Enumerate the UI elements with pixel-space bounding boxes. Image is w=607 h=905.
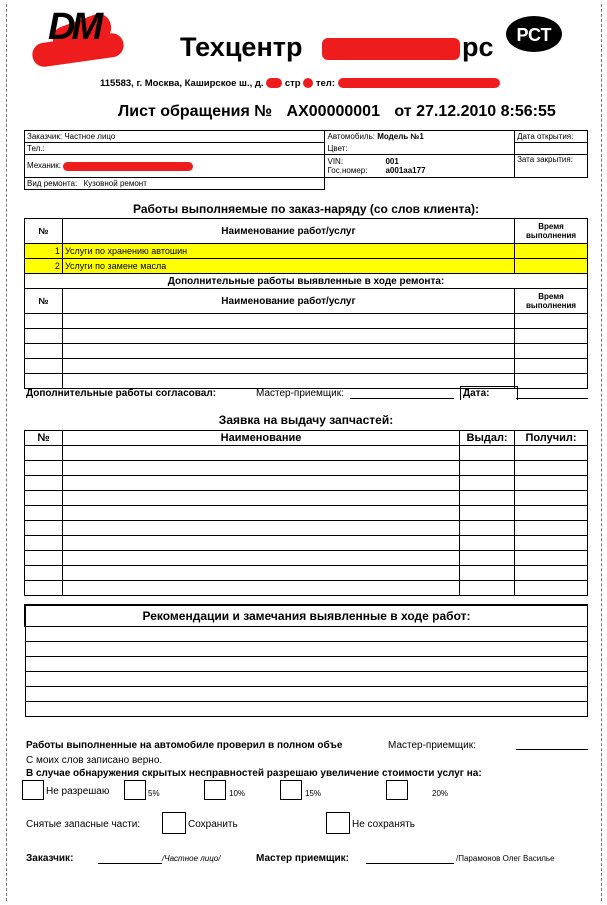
work-num: 1 — [25, 244, 63, 259]
extra-works-title: Дополнительные работы выявленные в ходе ремонта: — [25, 274, 588, 289]
work-name: Услуги по хранению автошин — [62, 244, 514, 259]
opt-20-label: 20% — [432, 789, 449, 798]
table-row — [25, 359, 588, 374]
checkbox-15[interactable] — [280, 780, 302, 800]
opt-15-label: 15% — [305, 789, 322, 798]
table-row — [25, 314, 588, 329]
company-name-suffix: рс — [462, 32, 494, 62]
customer-sign-name: /Частное лицо/ — [162, 854, 221, 863]
parts-col-issued: Выдал: — [460, 431, 515, 446]
list-item — [25, 657, 588, 672]
verified-text: С моих слов записано верно. — [26, 755, 163, 766]
repair-type-value: Кузовной ремонт — [83, 179, 147, 188]
checkbox-keep[interactable] — [162, 812, 186, 834]
close-date-cell — [515, 155, 588, 178]
empty-cell — [515, 178, 588, 190]
table-row — [25, 461, 588, 476]
footer-master-line — [516, 749, 588, 750]
color-cell — [325, 143, 515, 155]
master-sign-name: /Парамонов Олег Василье — [456, 854, 555, 863]
table-row — [25, 329, 588, 344]
opt-5-label: 5% — [148, 789, 160, 798]
table-row — [25, 259, 588, 274]
parts-col-name: Наименование — [62, 431, 459, 446]
document-date: от 27.12.2010 8:56:55 — [394, 103, 556, 120]
plate-label: Гос.номер: — [327, 166, 368, 175]
vin-label: VIN: — [327, 157, 344, 166]
redacted-building — [303, 78, 313, 88]
parts-table — [24, 430, 588, 596]
work-name: Услуги по замене масла — [62, 259, 514, 274]
redacted-house — [266, 78, 282, 88]
list-item — [25, 702, 588, 717]
logo-text: DM — [48, 6, 100, 48]
table-row — [25, 491, 588, 506]
agreed-master-label: Мастер-приемщик: — [256, 388, 344, 399]
address-part1: 115583, г. Москва, Каширское ш., д. — [100, 78, 264, 89]
table-row — [25, 521, 588, 536]
recommendations-title: Рекомендации и замечания выявленные в ходе работ: — [25, 605, 588, 627]
company-name-prefix: Техцентр — [180, 32, 303, 62]
removed-parts-label: Снятые запасные части: — [26, 819, 141, 830]
customer-cell — [25, 131, 325, 143]
open-date-label: Дата открытия: — [517, 132, 574, 141]
master-sign-label: Мастер приемщик: — [256, 853, 349, 864]
vin-plate-cell — [325, 155, 515, 178]
open-date-value — [515, 143, 588, 155]
works-col-num: № — [25, 219, 63, 244]
parts-col-received: Получил: — [515, 431, 588, 446]
car-value: Модель №1 — [377, 132, 424, 142]
agreed-date-line — [516, 398, 588, 399]
checked-text: Работы выполненные на автомобиле проверил в полном объе — [26, 740, 343, 751]
car-label: Автомобиль: — [327, 132, 375, 142]
agreed-master-line — [350, 398, 454, 399]
works-col-name: Наименование работ/услуг — [62, 219, 514, 244]
parts-col-num: № — [25, 431, 63, 446]
redacted-phone — [338, 78, 500, 88]
document-number: АХ00000001 — [286, 103, 380, 120]
info-table — [24, 130, 588, 190]
logo — [18, 6, 128, 76]
customer-value: Частное лицо — [64, 132, 116, 141]
mechanic-label: Механик: — [27, 161, 61, 171]
work-time — [515, 259, 588, 274]
extra-col-num: № — [25, 289, 63, 314]
no-keep-label: Не сохранять — [352, 819, 415, 830]
hidden-defects-text: В случае обнаружения скрытых несправностей разрешаю увеличение стоимости услуг на: — [26, 768, 482, 779]
work-num: 2 — [25, 259, 63, 274]
document-title-label: Лист обращения № — [118, 103, 273, 120]
address-line — [100, 78, 500, 89]
checkbox-no-keep[interactable] — [326, 812, 350, 834]
plate-value: а001аа177 — [385, 166, 426, 175]
checkbox-5[interactable] — [124, 780, 146, 800]
agreed-label: Дополнительные работы согласовал: — [26, 388, 217, 399]
works-table — [24, 218, 588, 389]
address-part3: тел: — [315, 78, 336, 89]
opt-10-label: 10% — [229, 789, 246, 798]
cert-mark-text: РСТ — [516, 25, 552, 45]
phone-cell — [25, 143, 325, 155]
opt-deny-label: Не разрешаю — [46, 786, 110, 797]
address-part2: стр — [284, 78, 301, 89]
repair-type-cell — [25, 178, 325, 190]
checkbox-10[interactable] — [204, 780, 226, 800]
close-date-label: Зата закрытия: — [517, 155, 573, 164]
vin-value: 001 — [385, 157, 399, 166]
works-col-time: Время выполнения — [515, 219, 588, 244]
keep-label: Сохранить — [188, 819, 238, 830]
document-title — [118, 103, 556, 121]
list-item — [25, 672, 588, 687]
table-row — [25, 536, 588, 551]
table-row — [25, 581, 588, 596]
table-row — [25, 446, 588, 461]
customer-sign-label: Заказчик: — [26, 853, 74, 864]
parts-section-title: Заявка на выдачу запчастей: — [218, 413, 394, 427]
table-row — [25, 344, 588, 359]
customer-sign-line — [98, 863, 162, 864]
checkbox-20[interactable] — [386, 780, 408, 800]
list-item — [25, 687, 588, 702]
table-row — [25, 566, 588, 581]
extra-col-time: Время выполнения — [515, 289, 588, 314]
table-row — [25, 476, 588, 491]
phone-label: Тел.: — [27, 144, 45, 153]
repair-type-label: Вид ремонта: — [27, 179, 78, 188]
checkbox-deny[interactable] — [22, 780, 44, 800]
table-row — [25, 244, 588, 259]
recommendations-table — [24, 604, 588, 717]
open-date-cell — [515, 131, 588, 143]
list-item — [25, 627, 588, 642]
work-time — [515, 244, 588, 259]
customer-label: Заказчик: — [27, 132, 63, 141]
car-cell — [325, 131, 515, 143]
agreed-date-label: Дата: — [463, 388, 490, 399]
master-sign-line — [366, 863, 454, 864]
mechanic-cell — [25, 155, 325, 178]
footer-master-label: Мастер-приемщик: — [388, 740, 476, 751]
list-item — [25, 642, 588, 657]
empty-cell — [325, 178, 515, 190]
redacted-company-name — [322, 38, 460, 60]
table-row — [25, 551, 588, 566]
color-label: Цвет: — [327, 143, 348, 153]
works-section-title: Работы выполняемые по заказ-наряду (со слов клиента): — [132, 202, 480, 216]
redacted-mechanic — [63, 162, 193, 171]
certification-mark — [504, 14, 564, 54]
extra-col-name: Наименование работ/услуг — [62, 289, 514, 314]
table-row — [25, 506, 588, 521]
